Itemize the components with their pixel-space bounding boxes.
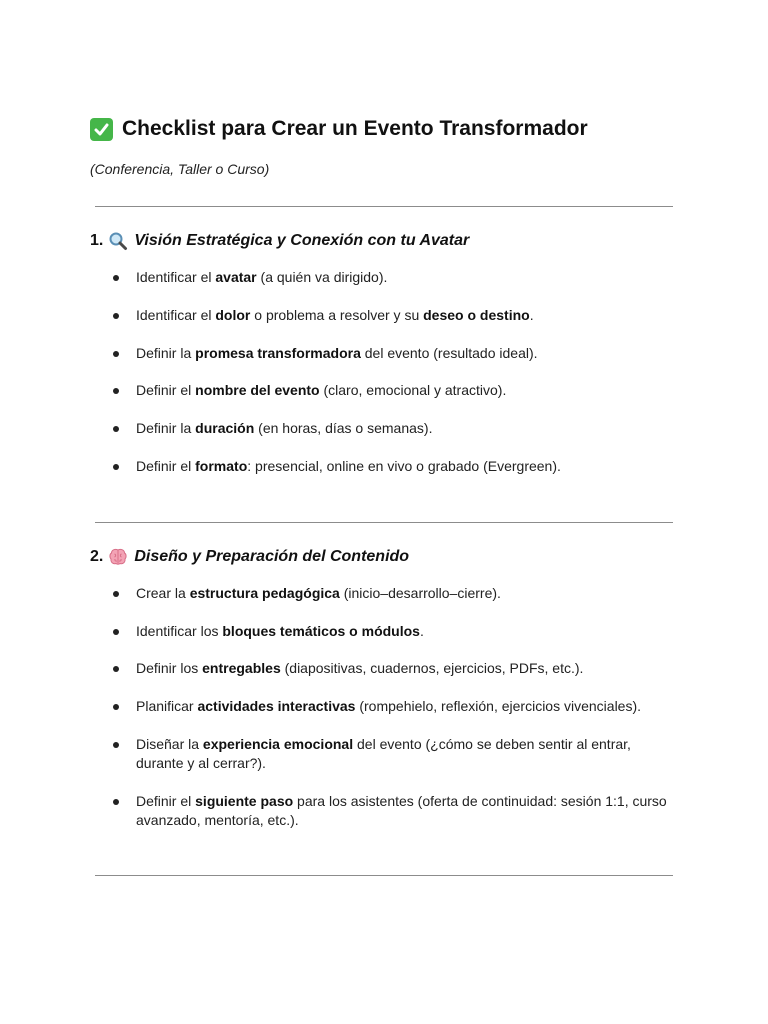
item-text: Diseñar la	[136, 736, 203, 752]
divider	[95, 522, 673, 523]
bullet-icon	[113, 799, 119, 805]
item-text: (rompehielo, reflexión, ejercicios vivenciales).	[355, 698, 642, 714]
section-heading-2	[90, 546, 409, 568]
item-text: (en horas, días o semanas).	[254, 420, 433, 436]
divider	[95, 875, 673, 876]
list-item	[113, 344, 675, 363]
list-item	[113, 622, 675, 641]
item-text: o problema a resolver y su	[250, 307, 424, 323]
bullet-icon	[113, 313, 119, 319]
emphasis-text: actividades interactivas	[197, 698, 356, 714]
checklist-2	[113, 584, 675, 830]
item-text: : presencial, online en vivo o grabado (Evergreen).	[247, 458, 561, 474]
item-text: Identificar el	[136, 307, 216, 323]
item-text: (inicio–desarrollo–cierre).	[339, 585, 501, 601]
check-mark-button-icon	[90, 118, 113, 141]
list-item	[113, 306, 675, 325]
item-text: Identificar el	[136, 269, 216, 285]
emphasis-text: nombre del evento	[195, 382, 320, 398]
list-item	[113, 659, 675, 678]
bullet-icon	[113, 742, 119, 748]
item-text: Identificar los	[136, 623, 223, 639]
emphasis-text: formato	[195, 458, 248, 474]
item-text: Definir el	[136, 458, 196, 474]
emphasis-text: estructura pedagógica	[189, 585, 340, 601]
item-text: Definir la	[136, 420, 196, 436]
section-number: 1.	[90, 232, 104, 249]
bullet-icon	[113, 388, 119, 394]
section-number: 2.	[90, 548, 104, 565]
item-text: Planificar	[136, 698, 198, 714]
page-title-text: Checklist para Crear un Evento Transformador	[122, 117, 588, 140]
item-text: (a quién va dirigido).	[256, 269, 388, 285]
emphasis-text: dolor	[215, 307, 251, 323]
list-item	[113, 735, 675, 773]
emphasis-text: avatar	[215, 269, 257, 285]
list-item	[113, 792, 675, 830]
section-title: Diseño y Preparación del Contenido	[134, 548, 410, 565]
page-title	[90, 115, 588, 143]
bullet-icon	[113, 426, 119, 432]
item-text: Definir el	[136, 793, 196, 809]
item-text: Definir la	[136, 345, 196, 361]
section-heading-1	[90, 230, 469, 252]
bullet-icon	[113, 591, 119, 597]
list-item	[113, 419, 675, 438]
emphasis-text: bloques temáticos o módulos	[222, 623, 420, 639]
list-item	[113, 268, 675, 287]
emphasis-text: promesa transformadora	[195, 345, 361, 361]
bullet-icon	[113, 666, 119, 672]
item-text: (claro, emocional y atractivo).	[319, 382, 507, 398]
item-text: para los asistentes (oferta de continuidad: sesión 1:1, curso avanzado, mentoría, etc.).	[136, 793, 667, 828]
section-title: Visión Estratégica y Conexión con tu Avatar	[134, 232, 470, 249]
page-subtitle: (Conferencia, Taller o Curso)	[90, 161, 270, 177]
magnifying-glass-icon	[108, 231, 128, 251]
divider	[95, 206, 673, 207]
list-item	[113, 381, 675, 400]
emphasis-text: experiencia emocional	[202, 736, 354, 752]
emphasis-text: duración	[195, 420, 255, 436]
bullet-icon	[113, 351, 119, 357]
brain-icon	[108, 547, 128, 567]
item-text: .	[419, 623, 424, 639]
checklist-1	[113, 268, 675, 476]
list-item	[113, 584, 675, 603]
emphasis-text: siguiente paso	[195, 793, 294, 809]
item-text: Crear la	[136, 585, 190, 601]
bullet-icon	[113, 275, 119, 281]
emphasis-text: entregables	[202, 660, 281, 676]
item-text: .	[529, 307, 534, 323]
item-text: Definir los	[136, 660, 203, 676]
bullet-icon	[113, 464, 119, 470]
bullet-icon	[113, 704, 119, 710]
bullet-icon	[113, 629, 119, 635]
list-item	[113, 697, 675, 716]
item-text: del evento (¿cómo se deben sentir al entrar, durante y al cerrar?).	[136, 736, 631, 771]
emphasis-text: deseo o destino	[423, 307, 530, 323]
item-text: del evento (resultado ideal).	[360, 345, 538, 361]
list-item	[113, 457, 675, 476]
item-text: (diapositivas, cuadernos, ejercicios, PDFs, etc.).	[280, 660, 584, 676]
item-text: Definir el	[136, 382, 196, 398]
